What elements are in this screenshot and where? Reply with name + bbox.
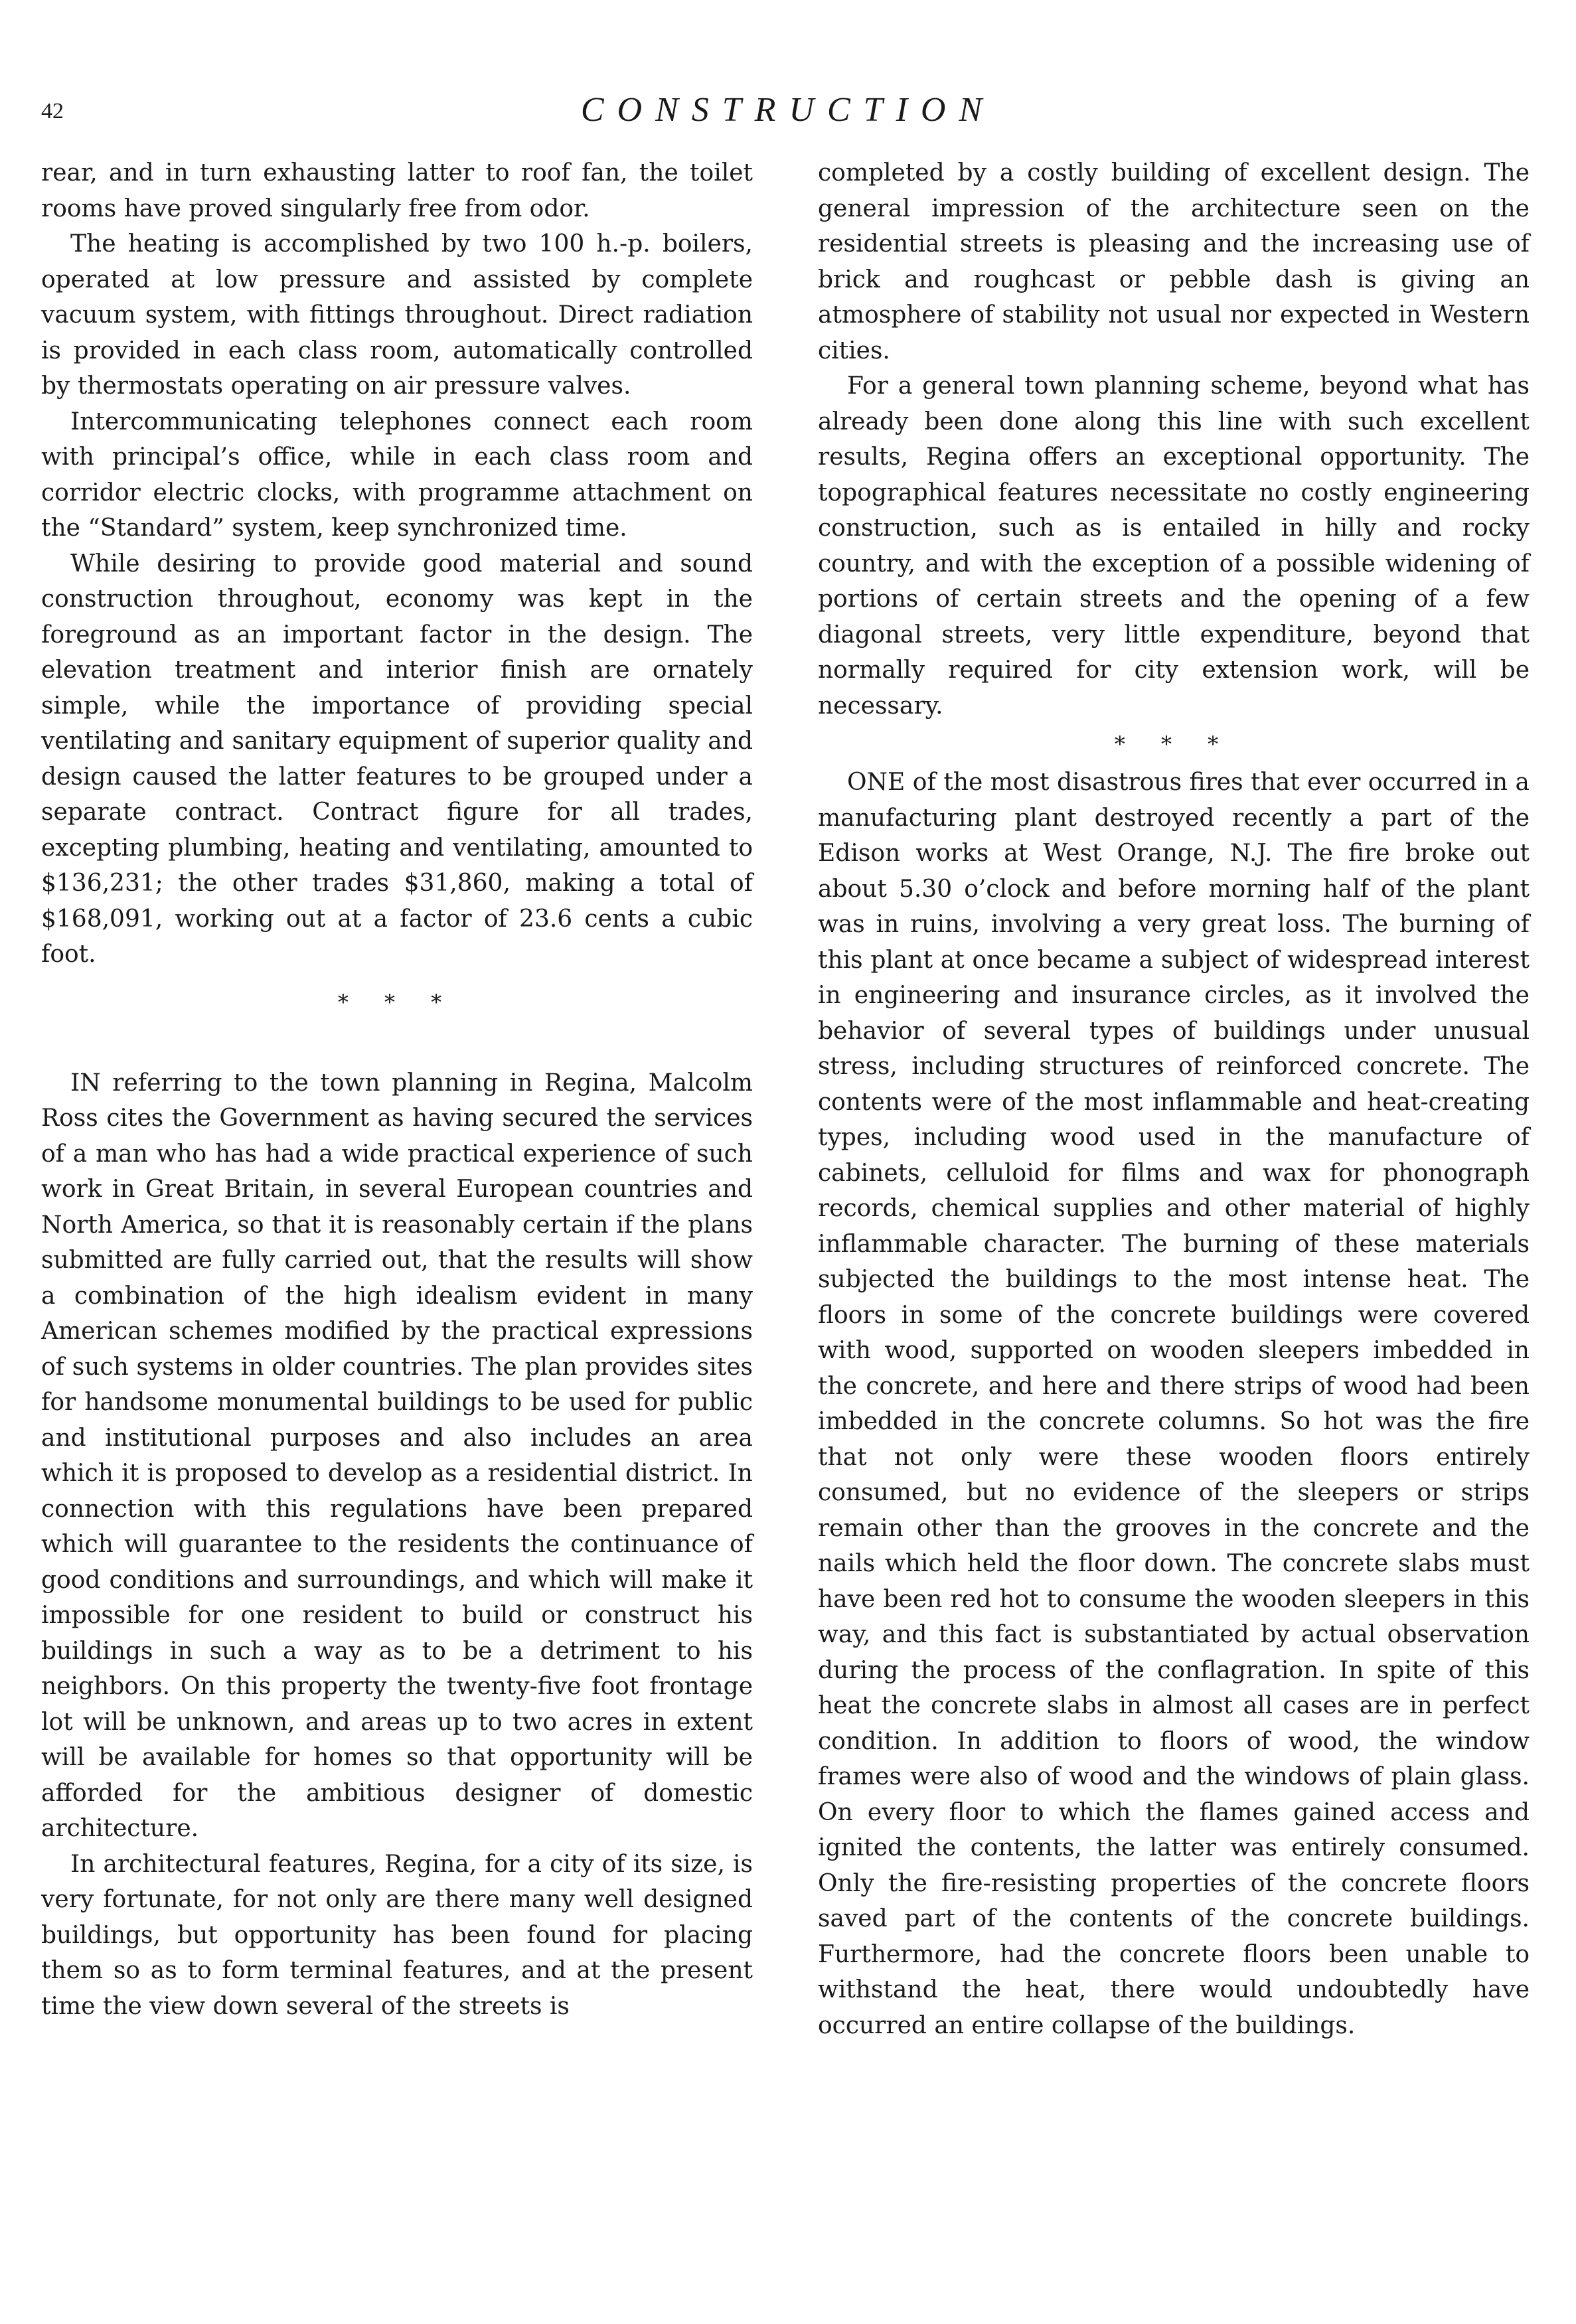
paragraph: Intercommunicating telephones connect each room with principal’s office, while in each class room and corridor electric clocks, with programme attachment on the “Standard” system, keep synchronized time. (41, 408, 753, 542)
paragraph: ONE of the most disastrous fires that ever occurred in a manufacturing plant destroyed recently a part of the Edison works at West Orange, N.J. The fire broke out about 5.30 o’clock and before morning half of the plant was in ruins, involving a very great loss. The burning of this plant at once became a subject of widespread interest in engineering and insurance circles, as it involved the behavior of several types of buildings under unusual stress, including structures of reinforced concrete. The contents were of the most inflammable and heat-creating types, including wood used in the manufacture of cabinets, celluloid for films and wax for phonograph records, chemical supplies and other material of highly inflammable character. The burning of these materials subjected the buildings to the most intense heat. The floors in some of the concrete buildings were covered with wood, supported on wooden sleepers imbedded in the concrete, and here and there strips of wood had been imbedded in the concrete columns. So hot was the fire that not only were these wooden floors entirely consumed, but no evidence of the sleepers or strips remain other than the grooves in the concrete and the nails which held the floor down. The concrete slabs must have been red hot to consume the wooden sleepers in this way, and this fact is substantiated by actual observation during the process of the conflagration. In spite of this heat the concrete slabs in almost all cases are in perfect condition. In addition to floors of wood, the window frames were also of wood and the windows of plain glass. On every floor to which the flames gained access and ignited the contents, the latter was entirely consumed. Only the fire-resisting properties of the concrete floors saved part of the contents of the concrete buildings. Furthermore, had the concrete floors been unable to withstand the heat, there would undoubtedly have occurred an entire collapse of the buildings. (818, 769, 1530, 2039)
paragraph: rear, and in turn exhausting latter to roof fan, the toilet rooms have proved singularly free from odor. (41, 159, 753, 222)
page-number: 42 (41, 99, 64, 123)
left-column (41, 155, 753, 2024)
paragraph: completed by a costly building of excellent design. The general impression of the architecture seen on the residential streets is pleasing and the increasing use of brick and roughcast or pebble dash is giving an atmosphere of stability not usual nor expected in Western cities. (818, 159, 1530, 364)
paragraph: In architectural features, Regina, for a city of its size, is very fortunate, for not only are there many well designed buildings, but opportunity has been found for placing them so as to form terminal features, and at the present time the view down several of the streets is (41, 1850, 753, 2020)
right-column (818, 155, 1530, 2043)
section-separator: * * * (1114, 732, 1233, 757)
paragraph: For a general town planning scheme, beyond what has already been done along this line with such excellent results, Regina offers an exceptional opportunity. The topographical features necessitate no costly engineering construction, such as is entailed in hilly and rocky country, and with the exception of a possible widening of portions of certain streets and the opening of a few diagonal streets, very little expenditure, beyond that normally required for city extension work, will be necessary. (818, 372, 1530, 720)
paragraph: The heating is accomplished by two 100 h.-p. boilers, operated at low pressure and assisted by complete vacuum system, with fittings throughout. Direct radiation is provided in each class room, automatically controlled by thermostats operating on air pressure valves. (41, 230, 753, 400)
running-title: CONSTRUCTION (580, 91, 996, 129)
section-separator: * * * (337, 989, 457, 1015)
paragraph: While desiring to provide good material and sound construction throughout, economy was kept in the foreground as an important factor in the design. The elevation treatment and interior finish are ornately simple, while the importance of providing special ventilating and sanitary equipment of superior quality and design caused the latter features to be grouped under a separate contract. Contract figure for all trades, excepting plumbing, heating and ventilating, amounted to $136,231; the other trades $31,860, making a total of $168,091, working out at a factor of 23.6 cents a cubic foot. (41, 550, 753, 968)
paragraph: IN referring to the town planning in Regina, Malcolm Ross cites the Government as having secured the services of a man who has had a wide practical experience of such work in Great Britain, in several European countries and North America, so that it is reasonably certain if the plans submitted are fully carried out, that the results will show a combination of the high idealism evident in many American schemes modified by the practical expressions of such systems in older countries. The plan provides sites for handsome monumental buildings to be used for public and institutional purposes and also includes an area which it is proposed to develop as a residential district. In connection with this regulations have been prepared which will guarantee to the residents the continuance of good conditions and surroundings, and which will make it impossible for one resident to build or construct his buildings in such a way as to be a detriment to his neighbors. On this property the twenty-five foot frontage lot will be unknown, and areas up to two acres in extent will be available for homes so that opportunity will be afforded for the ambitious designer of domestic architecture. (41, 1069, 753, 1842)
